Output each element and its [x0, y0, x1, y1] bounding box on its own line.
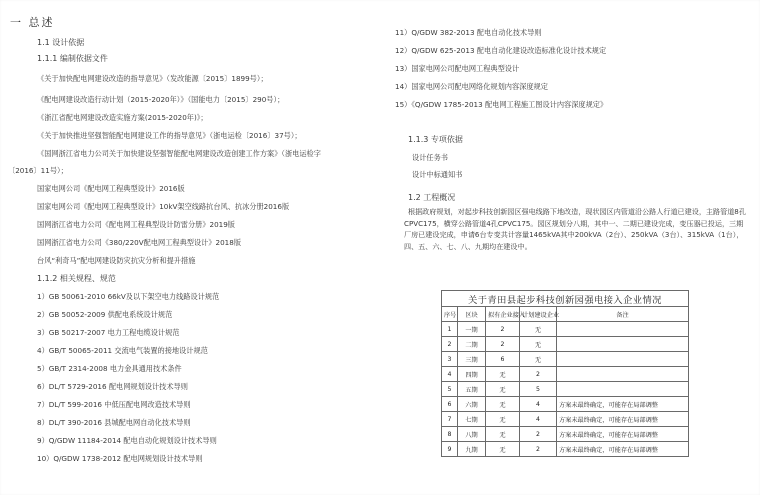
table-cell: 2: [520, 367, 557, 382]
table-cell: 六期: [458, 397, 486, 412]
table-row: [442, 412, 689, 427]
table-cell: 6: [486, 352, 520, 367]
rule-item: 1）GB 50061-2010 66kV及以下架空电力线路设计规范: [37, 292, 220, 301]
heading-1-1: 1.1 设计依据: [37, 38, 85, 47]
table-cell: 4: [520, 397, 557, 412]
rule-item: 5）GB/T 2314-2008 电力金具通用技术条件: [37, 364, 182, 373]
table-row: [442, 442, 689, 457]
doc-item: 《国网浙江省电力公司关于加快建设坚强智能配电网建设改造创建工作方案》（浙电运检字: [37, 149, 321, 158]
doc-item: 国网浙江省电力公司《配电网工程典型设计防雷分册》2019版: [37, 220, 235, 229]
doc-item-continued: 〔2016〕11号）；: [8, 166, 68, 175]
doc-item: 《关于加快配电网建设改造的指导意见》（发改能源〔2015〕1899号）；: [37, 74, 268, 83]
rule-item: 14）国家电网公司配电网络化规划内容深度规定: [395, 82, 548, 91]
rule-item: 15）《Q/GDW 1785-2013 配电网工程施工图设计内容深度规定》: [395, 100, 608, 109]
column-header: 计划建设企业: [520, 307, 557, 322]
table-cell: 无: [486, 397, 520, 412]
basis-item: 设计任务书: [412, 153, 448, 162]
table-cell: 5: [442, 382, 458, 397]
doc-item: 国网浙江省电力公司《380/220V配电网工程典型设计》2018版: [37, 238, 242, 247]
table-row: [442, 427, 689, 442]
table-cell: 无: [520, 337, 557, 352]
rule-item: 2）GB 50052-2009 供配电系统设计规范: [37, 310, 173, 319]
table-cell: 四期: [458, 367, 486, 382]
doc-item: 《关于加快推进坚强智能配电网建设工作的指导意见》（浙电运检〔2016〕37号）；: [37, 131, 302, 140]
table-row: [442, 382, 689, 397]
table-cell: 三期: [458, 352, 486, 367]
table-cell: 4: [442, 367, 458, 382]
heading-1-1-1: 1.1.1 编制依据文件: [37, 54, 108, 63]
rule-item: 11）Q/GDW 382-2013 配电自动化技术导则: [395, 28, 542, 37]
heading-1-1-2: 1.1.2 相关规程、规范: [37, 274, 116, 283]
table-cell: 无: [486, 427, 520, 442]
rule-item: 8）DL/T 390-2016 县城配电网自动化技术导则: [37, 418, 191, 427]
table-cell: 方案未最终确定，可能存在局部调整: [557, 397, 689, 412]
table-row: [442, 337, 689, 352]
heading-1-1-3: 1.1.3 专项依据: [408, 135, 463, 144]
table-cell: 方案未最终确定，可能存在局部调整: [557, 442, 689, 457]
table-cell: [557, 367, 689, 382]
heading-1-2: 1.2 工程概况: [408, 193, 456, 202]
rule-item: 9）Q/GDW 11184-2014 配电自动化规划设计技术导则: [37, 436, 217, 445]
doc-item: 台风“利奇马”配电网建设防灾抗灾分析和提升措施: [37, 256, 196, 265]
doc-item: 《配电网建设改造行动计划（2015-2020年）》（国能电力〔2015〕290号）；: [37, 95, 285, 104]
table-caption: 关于青田县起步科技创新园强电接入企业情况: [442, 291, 689, 307]
table-cell: [557, 352, 689, 367]
section-title: 一 总述: [10, 16, 55, 29]
table-cell: 一期: [458, 322, 486, 337]
table-cell: 方案未最终确定，可能存在局部调整: [557, 427, 689, 442]
basis-item: 设计中标通知书: [412, 170, 463, 179]
table-header-row: [442, 307, 689, 322]
table-cell: 2: [520, 427, 557, 442]
table-cell: 4: [520, 412, 557, 427]
table-cell: 无: [486, 412, 520, 427]
rule-item: 6）DL/T 5729-2016 配电网规划设计技术导则: [37, 382, 188, 391]
table-row: [442, 397, 689, 412]
table-row: [442, 322, 689, 337]
table-row: [442, 367, 689, 382]
doc-item: 国家电网公司《配电网工程典型设计》2016版: [37, 184, 185, 193]
column-header: 备注: [557, 307, 689, 322]
column-header: 序号: [442, 307, 458, 322]
table-cell: [557, 322, 689, 337]
doc-item: 《浙江省配电网建设改造实施方案(2015-2020年)》；: [37, 113, 208, 122]
overview-paragraph: 根据政府规划，对起步科技创新园区强电线路下地改造，现状园区内管道沿公路人行道已建设，主路管道8孔CPVC175，横穿公路管道4孔CPVC175。园区规划分八期，其中一、二期已建设完成，变压器已投运，三期厂房已建设完成，申请6台专变共计容量1465kVA其中200kVA（2台）、250kVA（3台）、315kVA（1台），四、五、六、七、八、九期均在建设中。: [404, 207, 746, 251]
table-cell: 无: [486, 442, 520, 457]
table-cell: 九期: [458, 442, 486, 457]
table-cell: 8: [442, 427, 458, 442]
table-cell: 无: [486, 367, 520, 382]
table-row: [442, 352, 689, 367]
table-cell: 6: [442, 397, 458, 412]
rule-item: 4）GB/T 50065-2011 交流电气装置的接地设计规范: [37, 346, 208, 355]
rule-item: 7）DL/T 599-2016 中低压配电网改造技术导则: [37, 400, 191, 409]
table-cell: 7: [442, 412, 458, 427]
enterprise-access-table: [441, 290, 689, 457]
rule-item: 10）Q/GDW 1738-2012 配电网规划设计技术导则: [37, 454, 203, 463]
rule-item: 3）GB 50217-2007 电力工程电缆设计规范: [37, 328, 180, 337]
column-header: 区块: [458, 307, 486, 322]
table-cell: [557, 382, 689, 397]
table-cell: 9: [442, 442, 458, 457]
table-cell: 方案未最终确定，可能存在局部调整: [557, 412, 689, 427]
table-cell: 二期: [458, 337, 486, 352]
table-cell: 2: [442, 337, 458, 352]
table-cell: [557, 337, 689, 352]
table-cell: 无: [520, 352, 557, 367]
table-cell: 3: [442, 352, 458, 367]
table-cell: 2: [486, 337, 520, 352]
rule-item: 13）国家电网公司配电网工程典型设计: [395, 64, 520, 73]
table-cell: 5: [520, 382, 557, 397]
doc-item: 国家电网公司《配电网工程典型设计》10kV架空线路抗台风、抗冰分册2016版: [37, 202, 290, 211]
table-cell: 五期: [458, 382, 486, 397]
table-cell: 无: [520, 322, 557, 337]
table-cell: 1: [442, 322, 458, 337]
table-cell: 八期: [458, 427, 486, 442]
rule-item: 12）Q/GDW 625-2013 配电自动化建设改造标准化设计技术规定: [395, 46, 607, 55]
table-cell: 2: [520, 442, 557, 457]
table-cell: 七期: [458, 412, 486, 427]
table-cell: 无: [486, 382, 520, 397]
table-cell: 2: [486, 322, 520, 337]
column-header: 拟有企业接入: [486, 307, 520, 322]
